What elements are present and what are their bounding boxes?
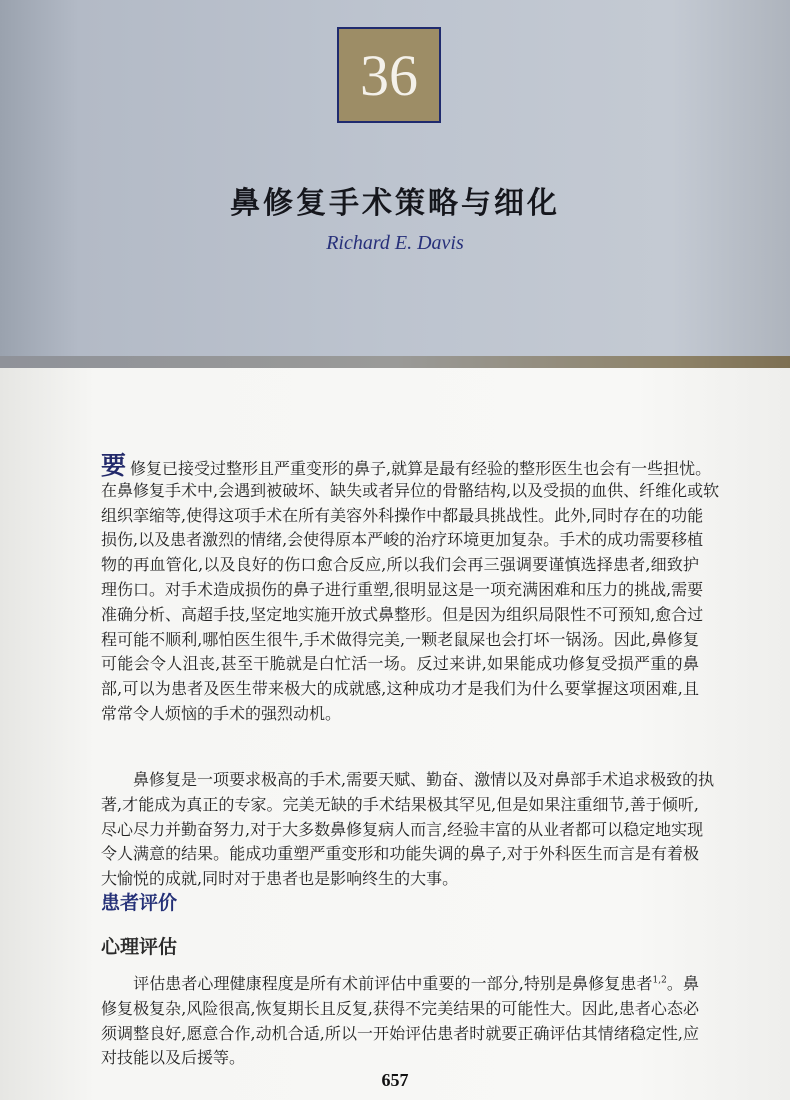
paragraph-second: [101, 768, 715, 892]
text-line: 程可能不顺利,哪怕医生很牛,手术做得完美,一颗老鼠屎也会打坏一锅汤。因此,鼻修复: [101, 629, 699, 649]
text-line: 可能会令人沮丧,甚至干脆就是白忙活一场。反过来讲,如果能成功修复受损严重的鼻: [101, 654, 699, 674]
chapter-title: 鼻修复手术策略与细化: [230, 186, 560, 221]
text-line: [101, 972, 699, 997]
text-line: 尽心尽力并勤奋努力,对于大多数鼻修复病人而言,经验丰富的从业者都可以稳定地实现: [101, 819, 704, 839]
text-run: 修复已接受过整形且严重变形的鼻子,就算是最有经验的整形医生也会有一些担忧。: [130, 459, 712, 478]
text-line: 著,才能成为真正的专家。完美无缺的手术结果极其罕见,但是如果注重细节,善于倾听,: [101, 794, 699, 814]
chapter-author: Richard E. Davis: [326, 232, 464, 254]
text-line: 准确分析、高超手技,坚定地实施开放式鼻整形。但是因为组织局限性不可预知,愈合过: [101, 604, 704, 624]
text-line: 在鼻修复手术中,会遇到被破坏、缺失或者异位的骨骼结构,以及受损的血供、纤维化或软: [101, 480, 720, 500]
text-run: 评估患者心理健康程度是所有术前评估中重要的一部分,特别是鼻修复患者: [101, 974, 653, 993]
header-divider: [0, 356, 790, 368]
text-line: 须调整良好,愿意合作,动机合适,所以一开始评估患者时就要正确评估其情绪稳定性,应: [101, 1023, 699, 1043]
section-heading: 患者评价: [101, 892, 178, 914]
paragraph-intro: [101, 451, 720, 727]
text-line: 对技能以及后援等。: [101, 1048, 246, 1068]
text-line: 鼻修复是一项要求极高的手术,需要天赋、勤奋、激情以及对鼻部手术追求极致的执: [101, 770, 715, 789]
page-number: 657: [381, 1070, 409, 1090]
chapter-number: 36: [360, 42, 418, 108]
text-line: 物的再血管化,以及良好的伤口愈合反应,所以我们会再三强调要谨慎选择患者,细致护: [101, 555, 699, 575]
text-line: 修复极复杂,风险很高,恢复期长且反复,获得不完美结果的可能性大。因此,患者心态必: [101, 998, 699, 1018]
paragraph-psych: [101, 972, 699, 1071]
citation: 1,2: [652, 975, 667, 986]
chapter-number-box: [337, 27, 441, 123]
text-line: 组织挛缩等,使得这项手术在所有美容外科操作中都最具挑战性。此外,同时存在的功能: [101, 505, 704, 525]
text-run: 。鼻: [666, 974, 699, 993]
text-line: 损伤,以及患者激烈的情绪,会使得原本严峻的治疗环境更加复杂。手术的成功需要移植: [101, 530, 704, 550]
subsection-heading: 心理评估: [101, 936, 178, 958]
text-line: 大愉悦的成就,同时对于患者也是影响终生的大事。: [101, 869, 459, 889]
text-line: 部,可以为患者及医生带来极大的成就感,这种成功才是我们为什么要掌握这项困难,且: [101, 679, 699, 699]
text-line: 理伤口。对手术造成损伤的鼻子进行重塑,很明显这是一项充满困难和压力的挑战,需要: [101, 579, 704, 599]
drop-cap: 要: [101, 451, 127, 480]
text-line: 令人满意的结果。能成功重塑严重变形和功能失调的鼻子,对于外科医生而言是有着极: [101, 844, 699, 864]
text-line: [101, 451, 712, 480]
text-line: 常常令人烦恼的手术的强烈动机。: [101, 703, 342, 723]
